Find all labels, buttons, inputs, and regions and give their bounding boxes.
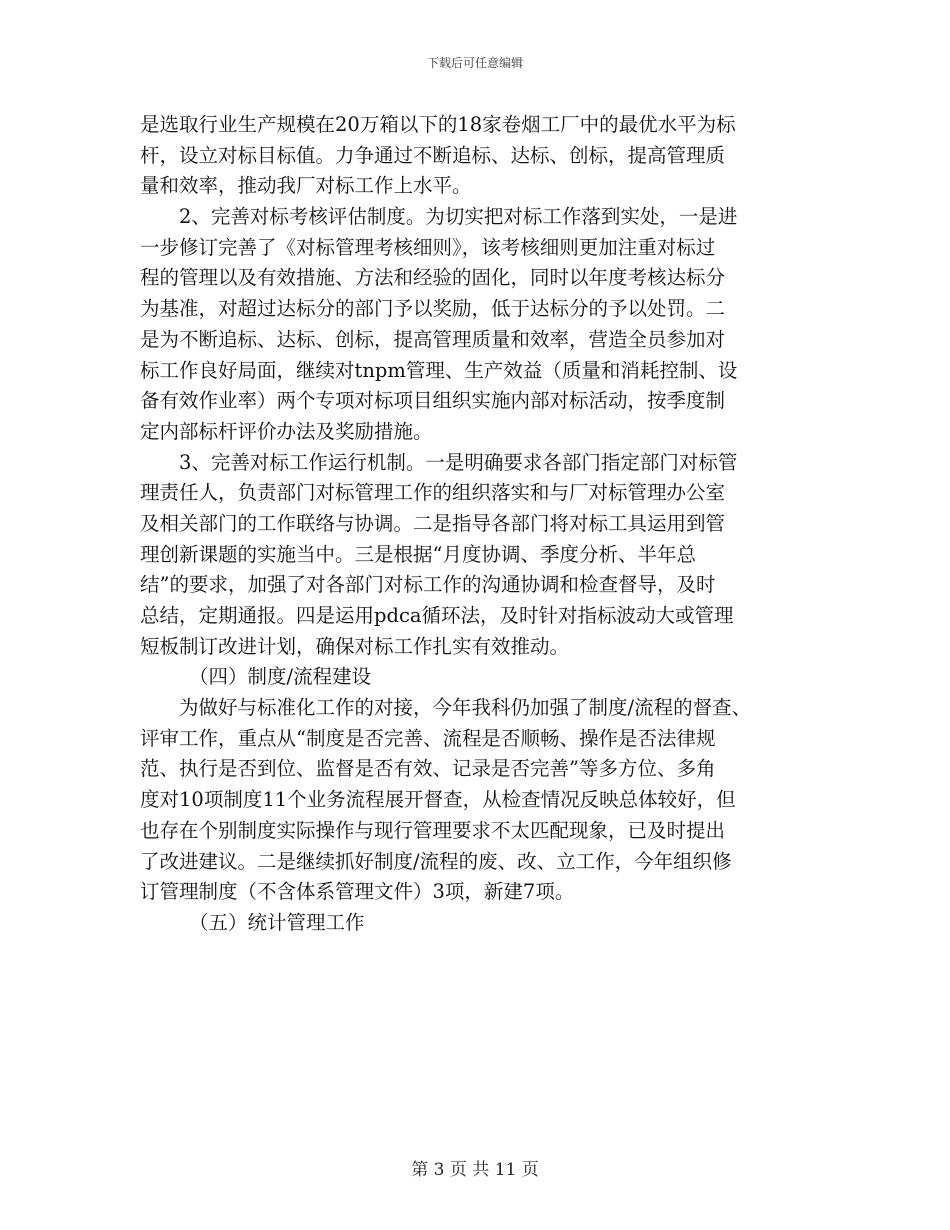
paragraph-line: 是选取行业生产规模在20万箱以下的18家卷烟工厂中的最优水平为标 — [140, 113, 736, 136]
paragraph-line: 定内部标杆评价办法及奖励措施。 — [140, 419, 433, 443]
paragraph-line: 也存在个别制度实际操作与现行管理要求不太匹配现象，已及时提出 — [140, 818, 726, 842]
paragraph-line: 标工作良好局面，继续对tnpm管理、生产效益（质量和消耗控制、设 — [140, 358, 738, 382]
paragraph-line: 订管理制度（不含体系管理文件）3项，新建7项。 — [140, 880, 575, 904]
paragraph-line: 及相关部门的工作联络与协调。二是指导各部门将对标工具运用到管 — [140, 511, 726, 535]
paragraph-line: 杆，设立对标目标值。力争通过不断追标、达标、创标，提高管理质 — [140, 143, 726, 167]
paragraph-line: 了改进建议。二是继续抓好制度/流程的废、改、立工作，今年组织修 — [140, 849, 732, 873]
paragraph-line: 理责任人，负责部门对标管理工作的组织落实和与厂对标管理办公室 — [140, 481, 726, 505]
paragraph-line: 理创新课题的实施当中。三是根据“月度协调、季度分析、半年总 — [140, 542, 696, 566]
paragraph-line: 为做好与标准化工作的对接，今年我科仍加强了制度/流程的督查、 — [179, 696, 752, 720]
paragraph-line: 为基准，对超过达标分的部门予以奖励，低于达标分的予以处罚。二 — [140, 297, 726, 321]
paragraph-line: 一步修订完善了《对标管理考核细则》，该考核细则更加注重对标过 — [140, 235, 716, 259]
paragraph-line: 3、完善对标工作运行机制。一是明确要求各部门指定部门对标管 — [179, 450, 738, 474]
page-number: 第 3 页 共 11 页 — [411, 1160, 539, 1180]
paragraph-line: 量和效率，推动我厂对标工作上水平。 — [140, 174, 472, 198]
paragraph-line: 是为不断追标、达标、创标，提高管理质量和效率，营造全员参加对 — [140, 327, 726, 351]
section-heading: （五）统计管理工作 — [189, 910, 365, 934]
paragraph-line: 度对10项制度11个业务流程展开督查，从检查情况反映总体较好，但 — [140, 788, 736, 812]
paragraph-line: 程的管理以及有效措施、方法和经验的固化，同时以年度考核达标分 — [140, 266, 726, 290]
page-header: 下载后可任意编辑 — [426, 56, 523, 70]
paragraph-line: 评审工作，重点从“制度是否完善、流程是否顺畅、操作是否法律规 — [140, 726, 716, 750]
paragraph-line: 范、执行是否到位、监督是否有效、记录是否完善”等多方位、多角 — [140, 757, 716, 781]
paragraph-line: 短板制订改进计划，确保对标工作扎实有效推动。 — [140, 634, 570, 658]
paragraph-line: 结”的要求，加强了对各部门对标工作的沟通协调和检查督导，及时 — [140, 573, 716, 597]
paragraph-line: 总结，定期通报。四是运用pdca循环法，及时针对指标波动大或管理 — [140, 604, 734, 627]
paragraph-line: 2、完善对标考核评估制度。为切实把对标工作落到实处，一是进 — [179, 205, 738, 229]
paragraph-line: 备有效作业率）两个专项对标项目组织实施内部对标活动，按季度制 — [140, 389, 726, 413]
section-heading: （四）制度/流程建设 — [189, 665, 372, 689]
document-body — [140, 110, 820, 939]
